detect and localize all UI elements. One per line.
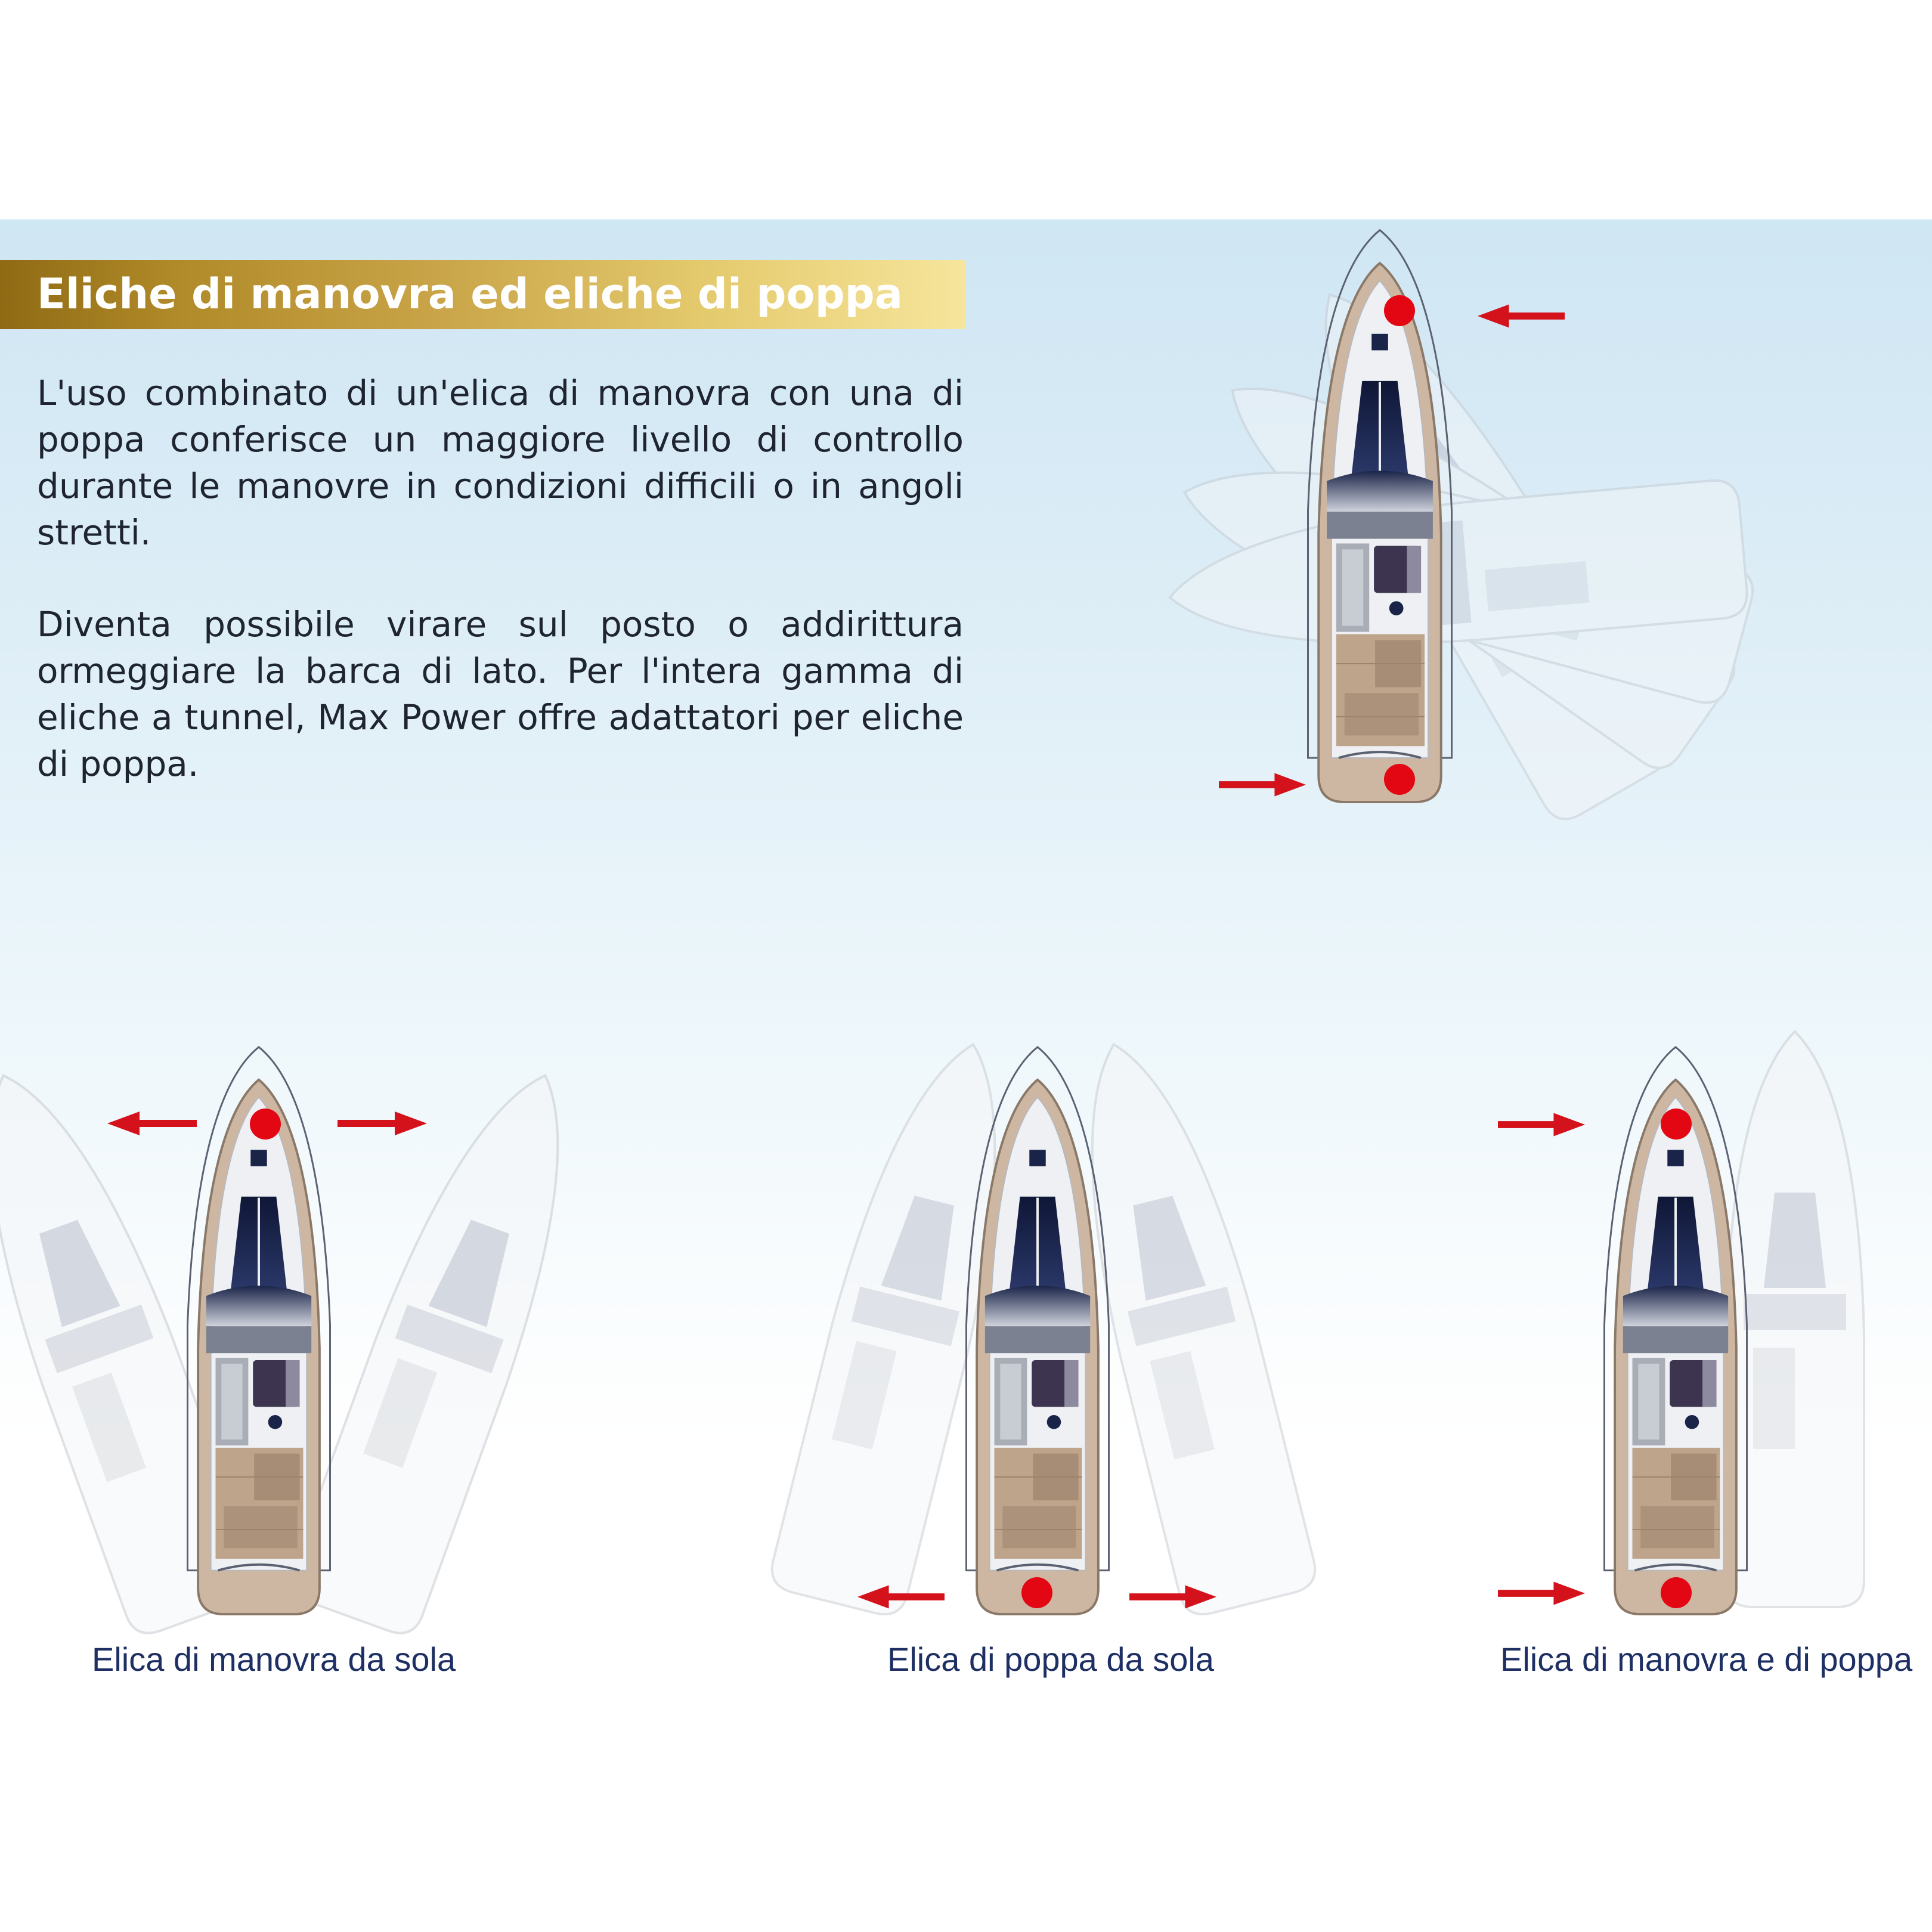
arrow-left-icon [857, 1584, 945, 1610]
arrow-right-icon [1498, 1111, 1585, 1138]
page-title: Eliche di manovra ed eliche di poppa [37, 270, 903, 318]
caption-bow-only: Elica di manovra da sola [92, 1640, 456, 1678]
boat-main-top [1302, 228, 1457, 805]
arrow-right-icon [1129, 1584, 1216, 1610]
caption-stern-only: Elica di poppa da sola [887, 1640, 1214, 1678]
detail-paragraph: Diventa possibile virare sul posto o addirittura ormeggiare la barca di lato. Per l'intera gamma di eliche a tunnel, Max Power offre adattatori per eliche di poppa. [37, 604, 964, 784]
arrow-right-icon [338, 1110, 427, 1137]
arrow-left-icon [1478, 303, 1565, 329]
bow-thruster-dot [1660, 1108, 1692, 1140]
caption-bow-and-stern: Elica di manovra e di poppa [1500, 1640, 1913, 1678]
bow-thruster-dot [249, 1108, 281, 1140]
bow-thruster-dot [1383, 295, 1416, 327]
boat-stern-only [960, 1045, 1115, 1617]
arrow-right-icon [1219, 772, 1306, 798]
intro-paragraph: L'uso combinato di un'elica di manovra con una di poppa conferisce un maggiore livello di controllo durante le manovre in condizioni difficili o in angoli stretti. [37, 373, 964, 553]
arrow-right-icon [1498, 1580, 1585, 1606]
stern-thruster-dot [1383, 763, 1416, 795]
arrow-left-icon [107, 1110, 197, 1137]
stern-thruster-dot [1021, 1577, 1053, 1609]
stern-thruster-dot [1660, 1577, 1692, 1609]
